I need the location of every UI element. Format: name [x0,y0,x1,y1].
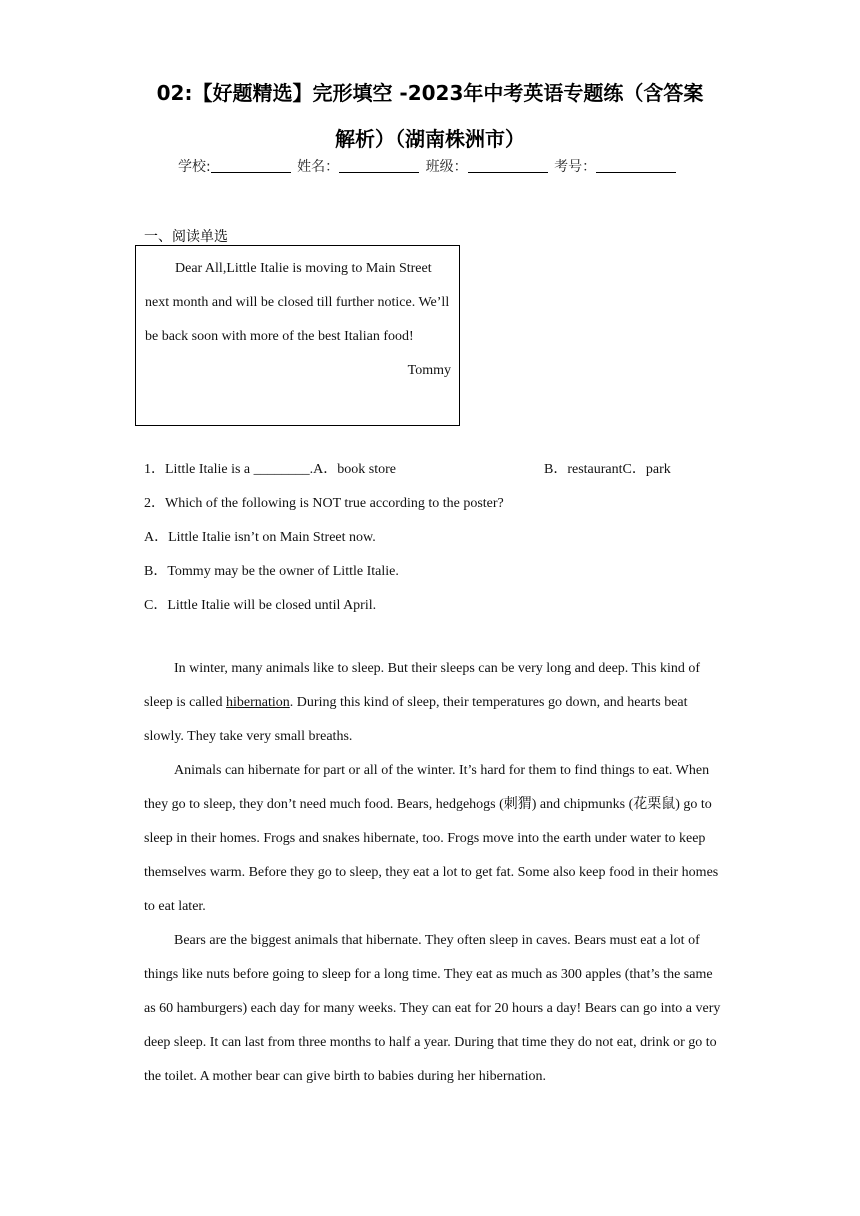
school-blank[interactable] [211,158,291,173]
title-line-1: 02:【好题精选】完形填空 -2023年中考英语专题练（含答案 [156,81,704,105]
poster-body: Dear All,Little Italie is moving to Main Street next month and will be closed till further notice. We’ll be back soon with more of the best Italian food! [145,261,450,344]
poster-signature: Tommy [407,363,451,378]
passage-paragraph-1 [144,652,724,754]
question-1-stem: 1．Little Italie is a ________.A．book store [144,462,396,477]
document-title [0,70,860,162]
passage-paragraph-3: Bears are the biggest animals that hibernate. They often sleep in caves. Bears must eat a lot of things like nuts before going to sleep for a long time. They eat as much as 300 apples (that’s the same as 60 hamburgers) each day for many weeks. They can eat for 20 hours a day! Bears can go into a very deep sleep. It can last from three months to half a year. During that time they do not eat, drink or go to the toilet. A mother bear can give birth to babies during her hibernation. [144,933,721,1084]
question-2-option-c: C．Little Italie will be closed until April. [144,598,377,613]
exam-number-label: 考号： [554,159,597,175]
school-label: 学校: [178,159,211,175]
poster-box [135,245,460,426]
passage-paragraph-2: Animals can hibernate for part or all of the winter. It’s hard for them to find things to eat. When they go to sleep, they don’t need much food. Bears, hedgehogs (刺猬) and chipmunks (花栗鼠) go to sleep in their homes. Frogs and snakes hibernate, too. Frogs move into the earth under water to keep themselves warm. Before they go to sleep, they eat a lot to get fat. Some also keep food in their homes to eat later. [144,763,719,914]
question-1-options-bc: B．restaurantC．park [544,462,671,477]
class-label: 班级： [425,159,468,175]
hibernation-term: hibernation [226,695,290,710]
class-blank[interactable] [468,158,548,173]
question-2-stem: 2．Which of the following is NOT true according to the poster? [144,496,504,511]
title-line-2: 解析）（湖南株洲市） [335,127,525,151]
name-label: 姓名： [297,159,340,175]
student-info-line [178,156,678,176]
name-blank[interactable] [339,158,419,173]
exam-number-blank[interactable] [596,158,676,173]
question-2-option-a: A．Little Italie isn’t on Main Street now. [144,530,376,545]
p1-text-after: . During this kind of sleep, their temperatures go down, and hearts beat slowly. They take very small breaths. [144,695,688,744]
question-2-option-b: B．Tommy may be the owner of Little Italie. [144,564,399,579]
section-heading: 一、阅读单选 [144,229,228,245]
p1-text-before: In winter, many animals like to sleep. But their sleeps can be very long and deep. This kind of sleep is called [144,661,700,710]
